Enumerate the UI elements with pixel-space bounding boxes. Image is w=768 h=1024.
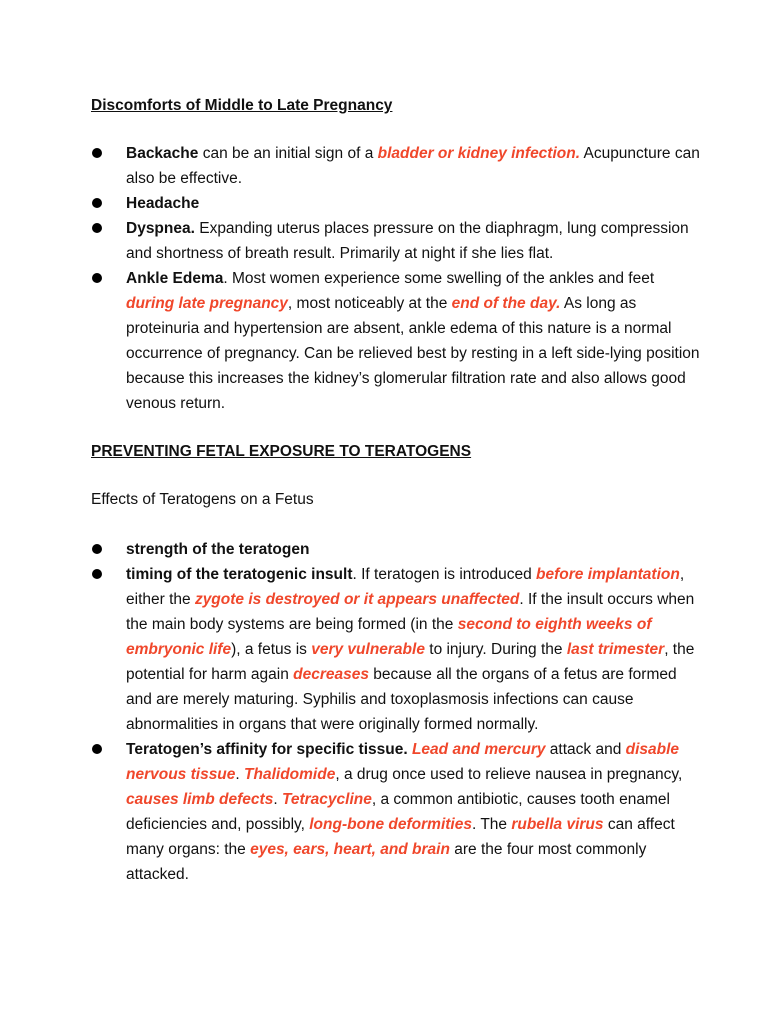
- highlight: Lead and mercury: [411, 741, 546, 758]
- list-item-affinity: [0, 737, 700, 887]
- term-affinity: Teratogen’s affinity for specific tissue.: [126, 741, 408, 758]
- highlight: second to eighth weeks of embryonic life: [126, 616, 652, 658]
- text: can be an initial sign of a: [198, 145, 378, 162]
- bullet-icon: [92, 744, 102, 754]
- term-headache: Headache: [126, 195, 200, 212]
- bullet-icon: [92, 544, 102, 554]
- highlight: zygote is destroyed or it appears unaffected: [194, 591, 520, 608]
- list-item-ankle-edema: [0, 266, 700, 416]
- text: .: [235, 766, 245, 783]
- text: Expanding uterus places pressure on the diaphragm, lung compression and shortness of breath result. Primarily at night if she lies flat.: [126, 220, 689, 262]
- list-item-dyspnea: [0, 216, 700, 266]
- text: to injury. During the: [424, 641, 567, 658]
- bullet-icon: [92, 569, 102, 579]
- text: are the four most commonly attacked.: [126, 841, 647, 883]
- text: ), a fetus is: [231, 641, 312, 658]
- highlight: causes limb defects: [126, 791, 274, 808]
- bullet-icon: [92, 148, 102, 158]
- term-ankle-edema: Ankle Edema: [126, 270, 224, 287]
- bullet-icon: [92, 198, 102, 208]
- text: because all the organs of a fetus are formed and are merely maturing. Syphilis and toxoplasmosis infections can cause abnormalities in organs that were originally formed normally.: [126, 666, 677, 733]
- text: . Most women experience some swelling of the ankles and feet: [223, 270, 655, 287]
- highlight: before implantation: [536, 566, 680, 583]
- term-backache: Backache: [126, 145, 199, 162]
- text: Acupuncture can also be effective.: [126, 145, 700, 187]
- list-item-backache: [0, 141, 700, 191]
- highlight: last trimester: [566, 641, 665, 658]
- text: attack and: [545, 741, 626, 758]
- highlight: long-bone deformities: [309, 816, 472, 833]
- text: can affect many organs: the: [126, 816, 675, 858]
- term-timing: timing of the teratogenic insult: [126, 566, 353, 583]
- text: , most noticeably at the: [287, 295, 452, 312]
- discomforts-list: [0, 141, 700, 416]
- list-item-timing: [0, 562, 700, 737]
- highlight: disable nervous tissue: [126, 741, 680, 783]
- highlight: rubella virus: [511, 816, 604, 833]
- highlight: Tetracycline: [281, 791, 372, 808]
- highlight: bladder or kidney infection.: [377, 145, 581, 162]
- text: , a common antibiotic, causes tooth enamel deficiencies and, possibly,: [126, 791, 670, 833]
- highlight: eyes, ears, heart, and brain: [250, 841, 450, 858]
- list-item-headache: [0, 191, 700, 216]
- text: As long as proteinuria and hypertension are absent, ankle edema of this nature is a normal occurrence of pregnancy. Can be relieved best by resting in a left side-lying position because this increases the kidney’s glomerular filtration rate and also allows good venous return.: [126, 295, 700, 412]
- highlight: very vulnerable: [311, 641, 425, 658]
- text: .: [273, 791, 282, 808]
- text: , the potential for harm again: [126, 641, 695, 683]
- list-item-strength: [0, 537, 700, 562]
- term-dyspnea: Dyspnea.: [126, 220, 195, 237]
- term-strength: strength of the teratogen: [126, 541, 310, 558]
- bullet-icon: [92, 273, 102, 283]
- bullet-icon: [92, 223, 102, 233]
- highlight: Thalidomide: [244, 766, 336, 783]
- highlight: decreases: [293, 666, 369, 683]
- text: . The: [471, 816, 512, 833]
- text: . If the insult occurs when the main body systems are being formed (in the: [126, 591, 695, 633]
- highlight: during late pregnancy: [126, 295, 288, 312]
- subtitle-effects: Effects of Teratogens on a Fetus: [91, 491, 314, 508]
- text: . If teratogen is introduced: [352, 566, 537, 583]
- teratogens-list: [0, 537, 700, 887]
- text: , a drug once used to relieve nausea in pregnancy,: [335, 766, 683, 783]
- section-title-discomforts: Discomforts of Middle to Late Pregnancy: [91, 97, 393, 114]
- highlight: end of the day.: [451, 295, 561, 312]
- text: , either the: [126, 566, 685, 608]
- section-title-teratogens: PREVENTING FETAL EXPOSURE TO TERATOGENS: [91, 443, 472, 460]
